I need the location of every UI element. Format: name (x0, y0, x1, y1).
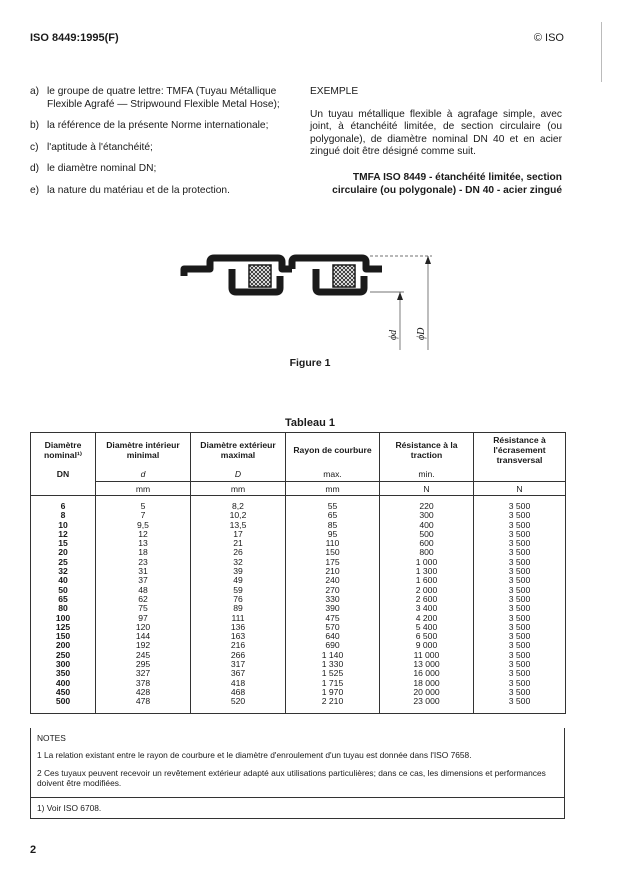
nominal-diameter-cell: 250 (31, 651, 96, 660)
table-cell: 48 (96, 586, 191, 595)
nominal-diameter-cell: 350 (31, 669, 96, 678)
table-row (31, 567, 566, 576)
table-row (31, 697, 566, 713)
example-title: EXEMPLE (310, 86, 359, 97)
table-cell: 21 (191, 539, 286, 548)
list-text: le diamètre nominal DN; (47, 163, 157, 174)
unit-cell: mm (286, 482, 380, 496)
table-body (31, 496, 566, 714)
table-unit-row (31, 482, 566, 496)
table-cell: 418 (191, 679, 286, 688)
list-item (30, 142, 292, 155)
nominal-diameter-cell: 10 (31, 521, 96, 530)
table-cell: 16 000 (380, 669, 474, 678)
table-cell: 26 (191, 548, 286, 557)
symbol-cell (474, 467, 566, 482)
table-cell: 23 (96, 558, 191, 567)
nominal-diameter-cell: 400 (31, 679, 96, 688)
symbol-cell: DN (31, 467, 96, 482)
nominal-diameter-cell: 500 (31, 697, 96, 713)
nominal-diameter-cell: 450 (31, 688, 96, 697)
table-cell: 85 (286, 521, 380, 530)
table-cell: 97 (96, 614, 191, 623)
example-designation (310, 171, 562, 197)
designation-line-1: TMFA ISO 8449 - étanchéité limitée, section (352, 171, 562, 183)
note-item: 1 La relation existant entre le rayon de courbure et le diamètre d'enroulement d'un tuyau est donnée dans l'ISO 7658. (37, 750, 472, 760)
table-cell: 17 (191, 530, 286, 539)
table-cell: 3 500 (474, 688, 566, 697)
table-cell: 9 000 (380, 641, 474, 650)
nominal-diameter-cell: 32 (31, 567, 96, 576)
margin-line (601, 22, 602, 82)
nominal-diameter-cell: 80 (31, 604, 96, 613)
table-cell: 5 400 (380, 623, 474, 632)
seal-packing (333, 265, 355, 287)
table-row (31, 623, 566, 632)
table-cell: 31 (96, 567, 191, 576)
table-cell: 367 (191, 669, 286, 678)
table-cell: 23 000 (380, 697, 474, 713)
table-cell: 390 (286, 604, 380, 613)
list-item (30, 86, 292, 111)
table-cell: 2 210 (286, 697, 380, 713)
table-cell: 192 (96, 641, 191, 650)
list-label: d) (30, 163, 40, 174)
unit-cell (31, 482, 96, 496)
dimensions-table (30, 432, 566, 714)
table-cell: 800 (380, 548, 474, 557)
table-cell: 270 (286, 586, 380, 595)
table-symbol-row (31, 467, 566, 482)
table-cell: 3 500 (474, 595, 566, 604)
table-cell: 475 (286, 614, 380, 623)
table-cell: 111 (191, 614, 286, 623)
table-cell: 9,5 (96, 521, 191, 530)
table-cell: 39 (191, 567, 286, 576)
figure-caption: Figure 1 (289, 357, 331, 369)
table-cell: 3 500 (474, 623, 566, 632)
table-cell: 144 (96, 632, 191, 641)
table-cell: 240 (286, 576, 380, 585)
table-row (31, 511, 566, 520)
table-cell: 3 500 (474, 604, 566, 613)
table-cell: 95 (286, 530, 380, 539)
table-cell: 13 (96, 539, 191, 548)
table-cell: 12 (96, 530, 191, 539)
list-text: le groupe de quatre lettre: TMFA (Tuyau Métallique Flexible Agrafé — Stripwound Flexible Metal Hose); (47, 86, 280, 110)
table-row (31, 595, 566, 604)
table-cell: 65 (286, 511, 380, 520)
table-cell: 13 000 (380, 660, 474, 669)
table-cell: 1 300 (380, 567, 474, 576)
table-cell: 378 (96, 679, 191, 688)
table-cell: 3 500 (474, 586, 566, 595)
list-label: a) (30, 86, 40, 97)
column-header: Diamètre nominal¹⁾ (31, 433, 96, 468)
table-cell: 18 (96, 548, 191, 557)
table-cell: 5 (96, 496, 191, 512)
unit-cell: N (474, 482, 566, 496)
table-cell: 220 (380, 496, 474, 512)
label-small-d: ϕd (388, 329, 399, 340)
note-item: 2 Ces tuyaux peuvent recevoir un revêtement extérieur adapté aux utilisations particulières; dans ce cas, les dimensions et performances doivent être modifiées. (37, 767, 546, 788)
table-cell: 570 (286, 623, 380, 632)
table-cell: 6 500 (380, 632, 474, 641)
table-cell: 1 525 (286, 669, 380, 678)
table-cell: 3 500 (474, 697, 566, 713)
table-row (31, 530, 566, 539)
table-row (31, 614, 566, 623)
arrow-head (397, 292, 403, 300)
nominal-diameter-cell: 300 (31, 660, 96, 669)
table-cell: 500 (380, 530, 474, 539)
seal-packing (249, 265, 271, 287)
table-cell: 3 500 (474, 521, 566, 530)
table-cell: 3 500 (474, 651, 566, 660)
table-row (31, 651, 566, 660)
nominal-diameter-cell: 200 (31, 641, 96, 650)
table-row (31, 679, 566, 688)
column-header: Résistance à l'écrasement transversal (474, 433, 566, 468)
table-cell: 20 000 (380, 688, 474, 697)
hose-profile-figure (170, 246, 450, 352)
unit-cell: mm (191, 482, 286, 496)
table-cell: 300 (380, 511, 474, 520)
table-cell: 3 500 (474, 641, 566, 650)
table-cell: 2 600 (380, 595, 474, 604)
list-item (30, 163, 292, 176)
list-text: la référence de la présente Norme internationale; (47, 120, 269, 131)
example-block (310, 86, 562, 197)
copyright-mark: © ISO (533, 32, 564, 44)
nominal-diameter-cell: 20 (31, 548, 96, 557)
table-cell: 150 (286, 548, 380, 557)
table-cell: 266 (191, 651, 286, 660)
table-row (31, 604, 566, 613)
table-row (31, 496, 566, 512)
table-cell: 62 (96, 595, 191, 604)
table-cell: 3 500 (474, 669, 566, 678)
list-text: l'aptitude à l'étanchéité; (47, 141, 153, 153)
table-cell: 3 500 (474, 567, 566, 576)
column-header: Rayon de courbure (286, 433, 380, 468)
table-cell: 136 (191, 623, 286, 632)
table-row (31, 548, 566, 557)
table-cell: 89 (191, 604, 286, 613)
table-cell: 3 500 (474, 558, 566, 567)
table-cell: 690 (286, 641, 380, 650)
notes-heading: NOTES (37, 733, 66, 743)
arrow-head (425, 256, 431, 264)
table-cell: 163 (191, 632, 286, 641)
nominal-diameter-cell: 15 (31, 539, 96, 548)
designation-list (30, 86, 292, 206)
table-cell: 3 500 (474, 614, 566, 623)
table-cell: 468 (191, 688, 286, 697)
list-label: b) (30, 120, 40, 131)
nominal-diameter-cell: 8 (31, 511, 96, 520)
table-row (31, 632, 566, 641)
table-cell: 3 500 (474, 539, 566, 548)
table-row (31, 669, 566, 678)
table-row (31, 586, 566, 595)
list-item (30, 120, 292, 133)
table-row (31, 539, 566, 548)
table-cell: 18 000 (380, 679, 474, 688)
table-footnote: 1) Voir ISO 6708. (31, 797, 564, 818)
nominal-diameter-cell: 40 (31, 576, 96, 585)
label-large-D: ϕD (416, 327, 427, 340)
table-cell: 7 (96, 511, 191, 520)
table-cell: 75 (96, 604, 191, 613)
list-label: c) (30, 141, 39, 153)
table-cell: 428 (96, 688, 191, 697)
table-cell: 55 (286, 496, 380, 512)
symbol-cell: D (191, 467, 286, 482)
table-cell: 295 (96, 660, 191, 669)
table-cell: 400 (380, 521, 474, 530)
table-cell: 1 970 (286, 688, 380, 697)
nominal-diameter-cell: 25 (31, 558, 96, 567)
list-text: la nature du matériau et de la protection. (47, 184, 230, 196)
table-row (31, 641, 566, 650)
table-cell: 600 (380, 539, 474, 548)
table-cell: 1 715 (286, 679, 380, 688)
column-header: Diamètre extérieur maximal (191, 433, 286, 468)
table-cell: 10,2 (191, 511, 286, 520)
table-cell: 330 (286, 595, 380, 604)
table-cell: 1 330 (286, 660, 380, 669)
table-cell: 3 400 (380, 604, 474, 613)
nominal-diameter-cell: 100 (31, 614, 96, 623)
table-cell: 3 500 (474, 548, 566, 557)
nominal-diameter-cell: 65 (31, 595, 96, 604)
table-cell: 49 (191, 576, 286, 585)
designation-line-2: circulaire (ou polygonale) - DN 40 - acier zingué (332, 184, 562, 196)
table-cell: 13,5 (191, 521, 286, 530)
table-cell: 3 500 (474, 511, 566, 520)
table-cell: 1 600 (380, 576, 474, 585)
table-title: Tableau 1 (285, 417, 335, 429)
table-cell: 59 (191, 586, 286, 595)
nominal-diameter-cell: 6 (31, 496, 96, 512)
table-row (31, 660, 566, 669)
table-row (31, 688, 566, 697)
list-item (30, 185, 292, 198)
table-cell: 317 (191, 660, 286, 669)
list-label: e) (30, 184, 40, 196)
table-row (31, 521, 566, 530)
table-cell: 3 500 (474, 576, 566, 585)
page-number: 2 (30, 844, 37, 856)
table-cell: 175 (286, 558, 380, 567)
table-cell: 520 (191, 697, 286, 713)
table-cell: 478 (96, 697, 191, 713)
table-cell: 8,2 (191, 496, 286, 512)
table-cell: 32 (191, 558, 286, 567)
column-header: Diamètre intérieur minimal (96, 433, 191, 468)
table-cell: 1 000 (380, 558, 474, 567)
example-body: Un tuyau métallique flexible à agrafage simple, avec joint, à étanchéité limitée, de section circulaire (ou polygonale), de diamètre nominal DN 40 et en acier zingué doit être désigné comme suit. (310, 108, 562, 157)
nominal-diameter-cell: 150 (31, 632, 96, 641)
table-cell: 2 000 (380, 586, 474, 595)
nominal-diameter-cell: 12 (31, 530, 96, 539)
table-cell: 3 500 (474, 660, 566, 669)
table-row (31, 576, 566, 585)
table-cell: 1 140 (286, 651, 380, 660)
symbol-cell: min. (380, 467, 474, 482)
table-cell: 3 500 (474, 496, 566, 512)
table-cell: 3 500 (474, 530, 566, 539)
nominal-diameter-cell: 125 (31, 623, 96, 632)
table-cell: 37 (96, 576, 191, 585)
table-header-row (31, 433, 566, 468)
table-cell: 4 200 (380, 614, 474, 623)
table-row (31, 558, 566, 567)
symbol-cell: max. (286, 467, 380, 482)
table-cell: 327 (96, 669, 191, 678)
table-cell: 640 (286, 632, 380, 641)
document-reference: ISO 8449:1995(F) (30, 32, 119, 44)
table-cell: 3 500 (474, 679, 566, 688)
table-cell: 76 (191, 595, 286, 604)
table-cell: 245 (96, 651, 191, 660)
table-cell: 210 (286, 567, 380, 576)
notes-block (30, 728, 565, 819)
table-cell: 3 500 (474, 632, 566, 641)
symbol-cell: d (96, 467, 191, 482)
unit-cell: N (380, 482, 474, 496)
column-header: Résistance à la traction (380, 433, 474, 468)
table-cell: 216 (191, 641, 286, 650)
table-cell: 11 000 (380, 651, 474, 660)
table-cell: 110 (286, 539, 380, 548)
nominal-diameter-cell: 50 (31, 586, 96, 595)
unit-cell: mm (96, 482, 191, 496)
table-cell: 120 (96, 623, 191, 632)
